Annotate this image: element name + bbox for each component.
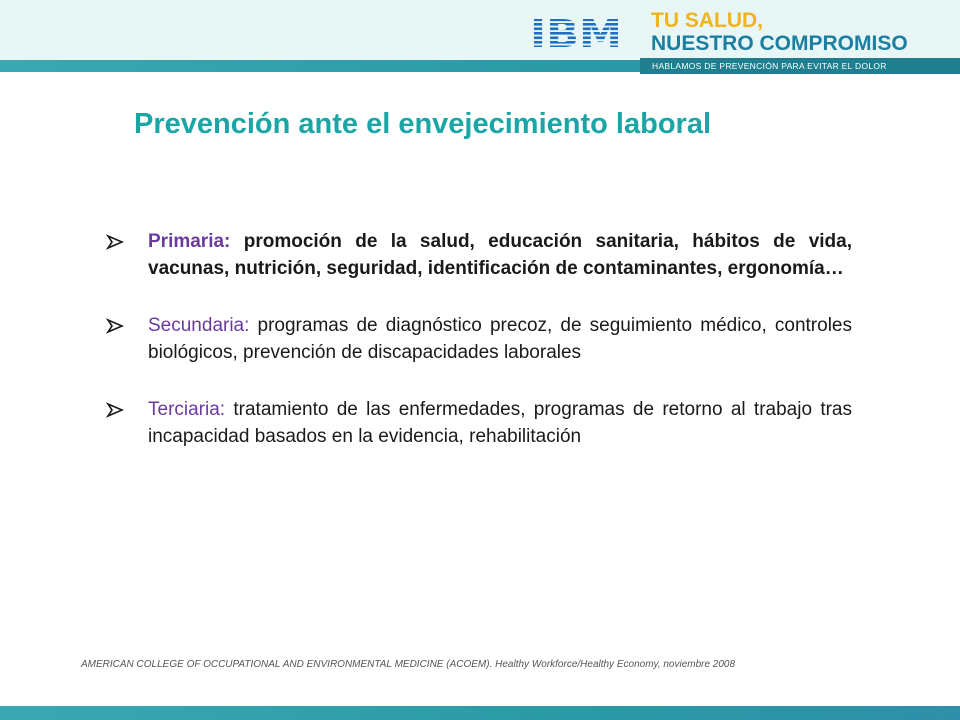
arrow-bullet-icon bbox=[106, 401, 124, 419]
bullet-term: Terciaria: bbox=[148, 399, 226, 420]
arrow-bullet-icon bbox=[106, 317, 124, 335]
bullet-term: Secundaria: bbox=[148, 315, 250, 336]
bullet-list bbox=[104, 228, 852, 480]
slogan-line-2: NUESTRO COMPROMISO bbox=[651, 32, 908, 55]
ibm-logo bbox=[530, 14, 630, 52]
bullet-secundaria bbox=[104, 312, 852, 366]
citation: AMERICAN COLLEGE OF OCCUPATIONAL AND ENVIRONMENTAL MEDICINE (ACOEM). Healthy Workforce/Healthy Economy, noviembre 2008 bbox=[81, 659, 736, 670]
bullet-terciaria bbox=[104, 396, 852, 450]
bullet-text: tratamiento de las enfermedades, programas de retorno al trabajo tras incapacidad basados en la evidencia, rehabilitación bbox=[148, 399, 852, 447]
slogan-line-1: TU SALUD, bbox=[651, 9, 763, 32]
arrow-bullet-icon bbox=[106, 233, 124, 251]
bullet-term: Primaria: bbox=[148, 231, 231, 252]
bullet-text: promoción de la salud, educación sanitaria, hábitos de vida, vacunas, nutrición, seguridad, identificación de contaminantes, ergonomía… bbox=[148, 231, 852, 279]
tagline: HABLAMOS DE PREVENCIÓN PARA EVITAR EL DOLOR bbox=[652, 61, 887, 71]
footer-bar bbox=[0, 706, 960, 720]
bullet-primaria bbox=[104, 228, 852, 282]
slide-title: Prevención ante el envejecimiento laboral bbox=[134, 108, 711, 140]
bullet-text: programas de diagnóstico precoz, de seguimiento médico, controles biológicos, prevención de discapacidades laborales bbox=[148, 315, 852, 363]
